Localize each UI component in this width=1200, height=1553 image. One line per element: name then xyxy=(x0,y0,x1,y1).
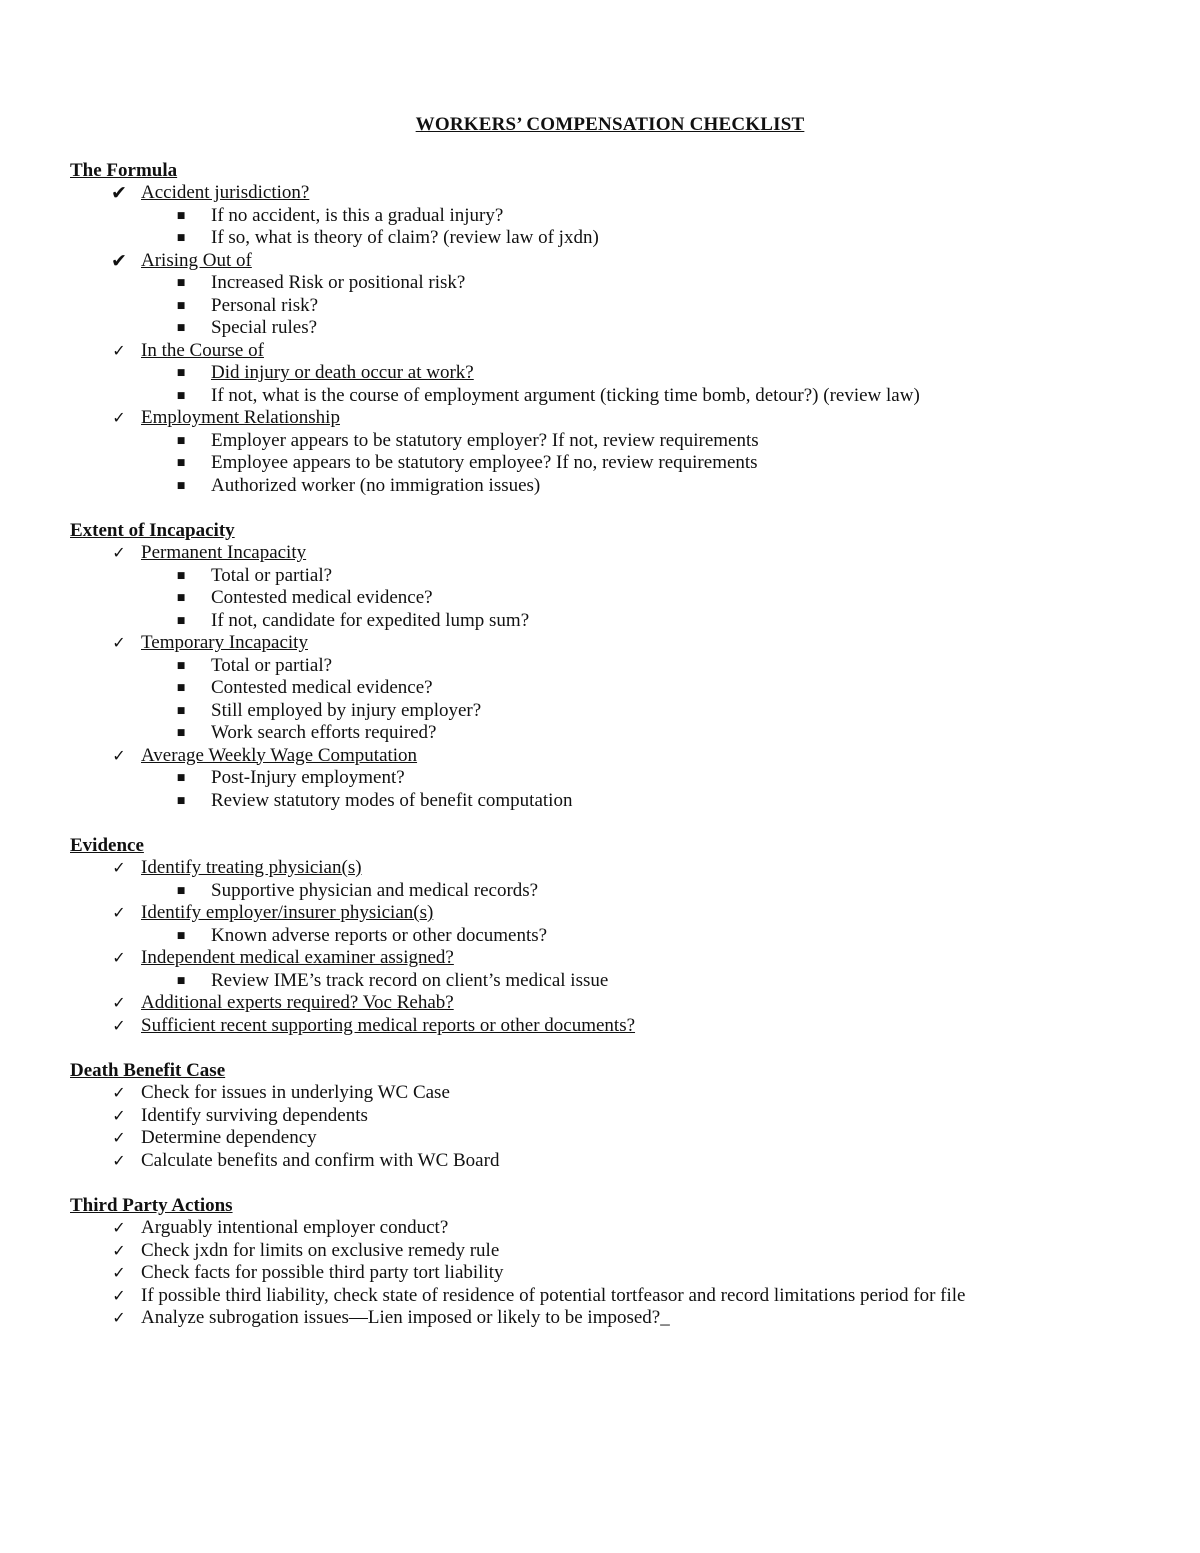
checkmark-icon: ✓ xyxy=(112,993,126,1012)
checkmark-icon: ✓ xyxy=(112,1128,126,1147)
checklist-item xyxy=(70,1240,1150,1263)
square-bullet-icon: ■ xyxy=(176,233,186,243)
sub-item xyxy=(70,205,1150,228)
checklist-item xyxy=(70,182,1150,205)
section-third-party-actions xyxy=(70,1195,1150,1330)
checkmark-icon: ✓ xyxy=(112,745,126,765)
sub-item xyxy=(70,767,1150,790)
square-bullet-icon: ■ xyxy=(176,930,186,941)
sub-item xyxy=(70,790,1150,813)
sub-item xyxy=(70,430,1150,453)
checkmark-icon: ✔ xyxy=(111,249,127,272)
checklist-item-text: Accident jurisdiction? xyxy=(141,182,310,203)
checklist-item-text: If possible third liability, check state of residence of potential tortfeasor and record limitations period for file xyxy=(141,1284,966,1306)
sub-item xyxy=(70,295,1150,318)
checkmark-icon: ✓ xyxy=(112,1150,126,1170)
sub-item xyxy=(70,925,1150,948)
document-page xyxy=(70,114,1150,1352)
square-bullet-icon: ■ xyxy=(176,458,186,468)
sub-item-text: If not, what is the course of employment argument (ticking time bomb, detour?) (review law) xyxy=(211,384,920,406)
sub-item xyxy=(70,227,1150,250)
checklist-item xyxy=(70,1217,1150,1240)
section-heading: Evidence xyxy=(70,834,144,856)
square-bullet-icon: ■ xyxy=(176,570,186,581)
sub-item-text: Still employed by injury employer? xyxy=(211,699,482,721)
checkmark-icon: ✓ xyxy=(112,1308,126,1327)
document-title: WORKERS’ COMPENSATION CHECKLIST xyxy=(415,114,805,135)
checklist-item-text: Check facts for possible third party tort liability xyxy=(141,1262,504,1283)
checklist-item xyxy=(70,1127,1150,1150)
sub-item-text: Contested medical evidence? xyxy=(211,677,433,698)
sub-item xyxy=(70,385,1150,408)
checkmark-icon: ✓ xyxy=(112,858,126,877)
section-evidence xyxy=(70,835,1150,1038)
checkmark-icon: ✓ xyxy=(112,903,126,922)
checklist-item-text: Permanent Incapacity xyxy=(141,542,307,563)
checkmark-icon: ✔ xyxy=(111,182,127,204)
checklist-item xyxy=(70,902,1150,925)
checklist-item xyxy=(70,947,1150,970)
section-heading: Extent of Incapacity xyxy=(70,519,235,541)
checklist-item xyxy=(70,340,1150,363)
checkmark-icon: ✓ xyxy=(112,1218,126,1237)
checklist-item-text: Additional experts required? Voc Rehab? xyxy=(141,992,454,1013)
square-bullet-icon: ■ xyxy=(176,975,186,986)
sub-item xyxy=(70,565,1150,588)
sub-item-text: Post-Injury employment? xyxy=(211,767,405,788)
checkmark-icon: ✓ xyxy=(112,948,126,967)
checklist-item xyxy=(70,857,1150,880)
section-heading: Third Party Actions xyxy=(70,1194,233,1216)
checkmark-icon: ✓ xyxy=(112,1015,126,1035)
sub-item xyxy=(70,722,1150,745)
section-heading: Death Benefit Case xyxy=(70,1059,226,1081)
section-extent-of-incapacity xyxy=(70,520,1150,813)
checkmark-icon: ✓ xyxy=(112,1240,126,1260)
sub-item-text: Employee appears to be statutory employee? If no, review requirements xyxy=(211,452,758,473)
checkmark-icon: ✓ xyxy=(112,1285,126,1305)
sub-item xyxy=(70,452,1150,475)
checklist-item-text: Check jxdn for limits on exclusive remedy rule xyxy=(141,1239,500,1261)
sub-item-text: Supportive physician and medical records? xyxy=(211,879,539,901)
sub-item xyxy=(70,362,1150,385)
sub-item-text: If not, candidate for expedited lump sum? xyxy=(211,609,530,631)
checkmark-icon: ✓ xyxy=(112,1083,126,1102)
checkmark-icon: ✓ xyxy=(112,1263,126,1282)
checklist-item-text: Identify treating physician(s) xyxy=(141,857,362,878)
square-bullet-icon: ■ xyxy=(176,705,186,716)
sub-item-text: Total or partial? xyxy=(211,564,333,586)
checklist-item-text: Identify employer/insurer physician(s) xyxy=(141,902,434,923)
checklist-item-text: Arising Out of xyxy=(141,249,252,271)
sub-item xyxy=(70,610,1150,633)
square-bullet-icon: ■ xyxy=(176,390,186,401)
checklist-item-text: Employment Relationship xyxy=(141,407,340,428)
checklist-item xyxy=(70,1285,1150,1308)
checklist-item-text: Sufficient recent supporting medical reports or other documents? xyxy=(141,1014,636,1036)
checkmark-icon: ✓ xyxy=(112,543,126,562)
sub-item-text: If no accident, is this a gradual injury? xyxy=(211,204,504,226)
checklist-item-text: Identify surviving dependents xyxy=(141,1104,368,1126)
sub-item-text: Contested medical evidence? xyxy=(211,587,433,608)
square-bullet-icon: ■ xyxy=(176,323,186,333)
square-bullet-icon: ■ xyxy=(176,593,186,603)
sub-item xyxy=(70,317,1150,340)
square-bullet-icon: ■ xyxy=(176,480,186,491)
checklist-item xyxy=(70,1262,1150,1285)
sub-item-text: Work search efforts required? xyxy=(211,722,437,743)
square-bullet-icon: ■ xyxy=(176,660,186,671)
checkmark-icon: ✓ xyxy=(112,1105,126,1125)
sub-item xyxy=(70,655,1150,678)
checklist-item xyxy=(70,250,1150,273)
square-bullet-icon: ■ xyxy=(176,435,186,446)
checklist-item xyxy=(70,632,1150,655)
sub-item xyxy=(70,272,1150,295)
checklist-item-text: Determine dependency xyxy=(141,1127,317,1148)
checklist-item xyxy=(70,1015,1150,1038)
sub-item-text: Authorized worker (no immigration issues) xyxy=(211,474,541,496)
checkmark-icon: ✓ xyxy=(112,633,126,652)
sub-item-text: Special rules? xyxy=(211,317,318,338)
checklist-item xyxy=(70,992,1150,1015)
checklist-item-text: Arguably intentional employer conduct? xyxy=(141,1217,449,1238)
sub-item xyxy=(70,880,1150,903)
square-bullet-icon: ■ xyxy=(176,368,186,378)
sub-item xyxy=(70,970,1150,993)
checklist-item xyxy=(70,542,1150,565)
sub-item-text: Total or partial? xyxy=(211,654,333,676)
sub-item-text: Increased Risk or positional risk? xyxy=(211,272,466,293)
sub-item xyxy=(70,475,1150,498)
sub-item-text: Review statutory modes of benefit computation xyxy=(211,789,573,811)
square-bullet-icon: ■ xyxy=(176,615,186,626)
checkmark-icon: ✓ xyxy=(112,408,126,427)
checklist-item xyxy=(70,745,1150,768)
sub-item xyxy=(70,700,1150,723)
checklist-item xyxy=(70,1082,1150,1105)
checklist-item-text: Analyze subrogation issues—Lien imposed or likely to be imposed?_ xyxy=(141,1307,670,1328)
sub-item-text: If so, what is theory of claim? (review law of jxdn) xyxy=(211,227,599,248)
sub-item xyxy=(70,587,1150,610)
square-bullet-icon: ■ xyxy=(176,728,186,738)
checklist-item-text: Temporary Incapacity xyxy=(141,632,308,653)
sub-item-text: Known adverse reports or other documents? xyxy=(211,924,548,946)
section-death-benefit-case xyxy=(70,1060,1150,1173)
checklist-item-text: Check for issues in underlying WC Case xyxy=(141,1082,450,1103)
checklist-item-text: Independent medical examiner assigned? xyxy=(141,947,454,968)
sub-item-text: Did injury or death occur at work? xyxy=(211,362,474,383)
square-bullet-icon: ■ xyxy=(176,278,186,288)
section-the-formula xyxy=(70,160,1150,498)
checkmark-icon: ✓ xyxy=(112,340,126,360)
checklist-item xyxy=(70,1150,1150,1173)
square-bullet-icon: ■ xyxy=(176,885,186,896)
checklist-item-text: In the Course of xyxy=(141,339,264,361)
checklist-item xyxy=(70,1105,1150,1128)
sub-item-text: Personal risk? xyxy=(211,294,319,316)
sub-item xyxy=(70,677,1150,700)
square-bullet-icon: ■ xyxy=(176,300,186,311)
checklist-item xyxy=(70,407,1150,430)
checklist-item xyxy=(70,1307,1150,1330)
square-bullet-icon: ■ xyxy=(176,683,186,693)
section-heading: The Formula xyxy=(70,159,178,181)
square-bullet-icon: ■ xyxy=(176,795,186,806)
sub-item-text: Review IME’s track record on client’s medical issue xyxy=(211,969,609,991)
checklist-item-text: Calculate benefits and confirm with WC Board xyxy=(141,1149,500,1171)
square-bullet-icon: ■ xyxy=(176,773,186,783)
square-bullet-icon: ■ xyxy=(176,210,186,221)
checklist-item-text: Average Weekly Wage Computation xyxy=(141,744,418,766)
sub-item-text: Employer appears to be statutory employer? If not, review requirements xyxy=(211,429,759,451)
